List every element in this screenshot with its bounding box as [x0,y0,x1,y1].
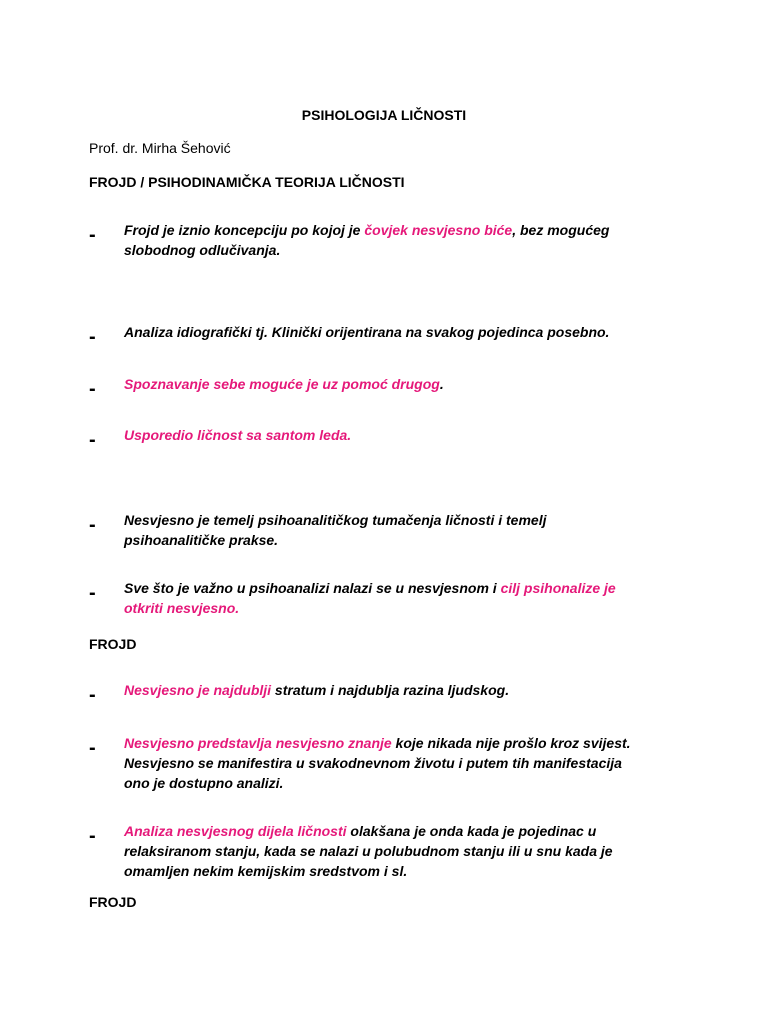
document-title: PSIHOLOGIJA LIČNOSTI [301,107,467,123]
section-heading: FROJD / PSIHODINAMIČKA TEORIJA LIČNOSTI [89,174,405,190]
bullet-dash: - [89,582,96,604]
bullet-dash: - [89,326,96,348]
bullet-text: koje nikada nije prošlo kroz svijest. [391,735,631,751]
bullet-item-2 [124,322,609,342]
bullet-item-8 [124,733,631,793]
bullet-item-1 [124,220,609,260]
bullet-dash: - [89,825,96,847]
bullet-text: relaksiranom stanju, kada se nalazi u polubudnom stanju ili u snu kada je [124,843,613,859]
bullet-dash: - [89,378,96,400]
highlighted-text: Nesvjesno je najdublji [124,682,272,698]
section-heading: FROJD [89,894,137,910]
bullet-item-7 [124,680,509,700]
bullet-text: Nesvjesno se manifestira u svakodnevnom životu i putem tih manifestacija [124,755,622,771]
bullet-text: , bez mogućeg [512,222,610,238]
bullet-text: olakšana je onda kada je pojedinac u [346,823,597,839]
bullet-text: . [439,376,444,392]
bullet-dash: - [89,224,96,246]
highlighted-text: čovjek nesvjesno biće [364,222,513,238]
bullet-text: slobodnog odlučivanja. [124,242,281,258]
bullet-dash: - [89,429,96,451]
bullet-dash: - [89,737,96,759]
bullet-item-9 [124,821,613,881]
bullet-text: omamljen nekim kemijskim sredstvom i sl. [124,863,408,879]
bullet-item-3 [124,374,444,394]
bullet-item-5 [124,510,546,550]
bullet-item-4 [124,425,351,445]
highlighted-text: Analiza nesvjesnog dijela ličnosti [124,823,347,839]
highlighted-text: Usporedio ličnost sa santom leda. [124,427,352,443]
bullet-text: Nesvjesno je temelj psihoanalitičkog tumačenja ličnosti i temelj [124,512,547,528]
bullet-text: ono je dostupno analizi. [124,775,284,791]
bullet-dash: - [89,684,96,706]
bullet-text: Sve što je važno u psihoanalizi nalazi se u nesvjesnom i [124,580,501,596]
highlighted-text: otkriti nesvjesno. [124,600,240,616]
bullet-text: stratum i najdublja razina ljudskog. [271,682,510,698]
bullet-dash: - [89,514,96,536]
bullet-item-6 [124,578,616,618]
bullet-text: Analiza idiografički tj. Klinički orijentirana na svakog pojedinca posebno. [124,324,610,340]
bullet-text: Frojd je iznio koncepciju po kojoj je [124,222,365,238]
highlighted-text: cilj psihonalize je [500,580,616,596]
author-name: Prof. dr. Mirha Šehović [89,140,231,156]
bullet-text: psihoanalitičke prakse. [124,532,279,548]
section-heading: FROJD [89,636,137,652]
highlighted-text: Nesvjesno predstavlja nesvjesno znanje [124,735,392,751]
highlighted-text: Spoznavanje sebe moguće je uz pomoć drugog [124,376,440,392]
